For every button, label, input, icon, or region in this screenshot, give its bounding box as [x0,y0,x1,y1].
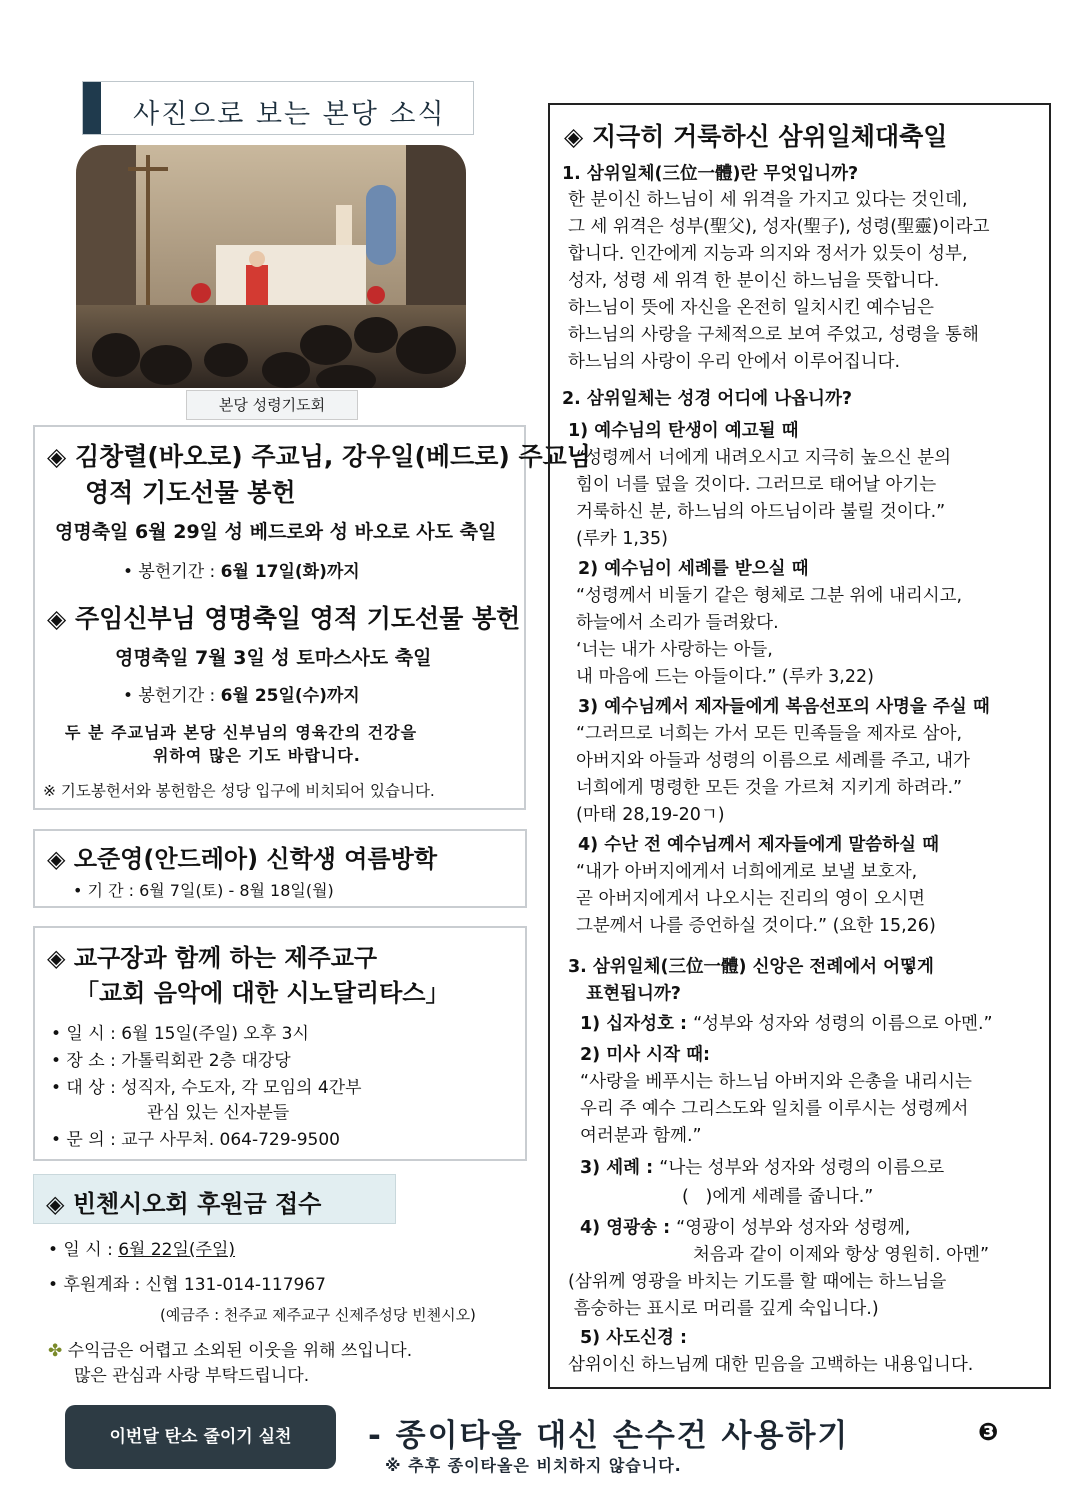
vincent-notice-line1 [48,1336,412,1361]
synod-box [33,926,527,1161]
prayer-heading-1-line1: 김창렬(바오로) 주교님, 강우일(베드로) 주교님 [74,442,591,471]
synod-heading-line2: 「교회 음악에 대한 시노달리타스」 [75,979,450,1007]
liturgy-4-note1: (삼위께 영광을 바치는 기도를 할 때에는 하느님을 [568,1272,947,1292]
church-photo-illustration [76,145,466,388]
offering-period-2-label: • 봉헌기간 : [123,686,221,706]
trinity-q1: 1. 삼위일체(三位一體)란 무엇입니까? [562,164,859,184]
liturgy-2-text [580,1069,972,1150]
l2-line: 우리 주 예수 그리스도와 일치를 이루시는 성령께서 [580,1099,969,1119]
prayer-heading-2: ◈ 주임신부님 영명축일 영적 기도선물 봉헌 [47,604,521,633]
vincent-notice-line1-text: 수익금은 어렵고 소외된 이웃을 위해 쓰입니다. [67,1341,413,1361]
s3-line: 아버지와 아들과 성령의 이름으로 세례를 주고, 내가 [576,751,970,771]
liturgy-2-head: 2) 미사 시작 때: [580,1045,710,1065]
s1-line: “성령께서 너에게 내려오시고 지극히 높으신 분의 [576,448,951,468]
vincent-date [48,1235,235,1260]
trinity-q2: 2. 삼위일체는 성경 어디에 나옵니까? [562,389,853,409]
a1-line: 한 분이신 하느님이 세 위격을 가지고 있다는 것인데, [568,190,968,210]
a1-line: 성자, 성령 세 위격 한 분이신 하느님을 뜻합니다. [568,271,940,291]
photo-section-title: 사진으로 보는 본당 소식 [133,99,446,130]
offering-period-1-label: • 봉헌기간 : [123,562,221,582]
s2-line: “성령께서 비둘기 같은 형체로 그분 위에 내리시고, [576,586,963,606]
clover-icon: ✤ [48,1341,63,1361]
s4-line: 그분께서 나를 증언하실 것이다.” (요한 15,26) [576,916,936,936]
altar [216,245,366,305]
trinity-q3-line2: 표현됩니까? [568,984,681,1004]
vincent-heading: ◈ 빈첸시오회 후원금 접수 [46,1190,322,1218]
a1-line: 하느님이 뜻에 자신을 온전히 일치시킨 예수님은 [568,298,934,318]
prayer-heading-1: ◈ 김창렬(바오로) 주교님, 강우일(베드로) 주교님 [47,442,591,471]
a1-line: 하느님의 사랑을 구체적으로 보여 주었고, 성령을 통해 [568,325,979,345]
vincent-heading-box [33,1174,396,1224]
s4-line: “내가 아버지에게서 너희에게로 보낼 보호자, [576,862,918,882]
offering-period-2-value: 6월 25일(수)까지 [220,686,360,706]
vincent-account: • 후원계좌 : 신협 131-014-117967 [48,1275,326,1295]
vincent-date-label: • 일 시 : [48,1240,119,1260]
s3-line: “그러므로 너희는 가서 모든 민족들을 제자로 삼아, [576,724,963,744]
photo-section-header [82,81,474,135]
seminarian-heading-text: 오준영(안드레아) 신학생 여름방학 [73,845,438,873]
stained-window [366,185,396,265]
header-accent-bar [83,82,101,134]
l2-line: “사랑을 베푸시는 하느님 아버지와 은총을 내리시는 [580,1072,972,1092]
scripture-4-head: 4) 수난 전 예수님께서 제자들에게 말씀하실 때 [578,835,940,855]
scripture-4-text [576,859,936,940]
liturgy-4 [580,1215,910,1242]
photo-caption: 본당 성령기도회 [186,390,358,420]
a1-line: 하느님의 사랑이 우리 안에서 이루어집니다. [568,352,901,372]
liturgy-3 [580,1155,944,1182]
synod-contact: • 문 의 : 교구 사무처. 064-729-9500 [51,1130,340,1150]
synod-date: • 일 시 : 6월 15일(주일) 오후 3시 [51,1024,309,1044]
footer-slogan: - 종이타올 대신 손수건 사용하기 [368,1418,850,1454]
trinity-q3-line1: 3. 삼위일체(三位一體) 신앙은 전례에서 어떻게 [568,957,934,977]
s3-line: 너희에게 명령한 모든 것을 가르쳐 지키게 하려라.” [576,778,963,798]
liturgy-5-head: 5) 사도신경 : [580,1328,687,1348]
scripture-3-head: 3) 예수님께서 제자들에게 복음선포의 사명을 주실 때 [578,697,990,717]
scripture-1-text [576,445,951,553]
scripture-2-text [576,583,962,691]
synod-place: • 장 소 : 가톨릭회관 2층 대강당 [51,1051,291,1071]
vincent-notice-line2: 많은 관심과 사랑 부탁드립니다. [74,1366,310,1386]
trinity-title: ◈ 지극히 거룩하신 삼위일체대축일 [564,122,948,151]
s2-line: 하늘에서 소리가 들려왔다. [576,613,779,633]
scripture-2-head: 2) 예수님이 세례를 받으실 때 [578,559,809,579]
s4-line: 곧 아버지에게서 나오시는 진리의 영이 오시면 [576,889,926,909]
liturgy-5-text: 삼위이신 하느님께 대한 믿음을 고백하는 내용입니다. [568,1355,974,1375]
liturgy-1 [580,1011,993,1038]
feast-1: 영명축일 6월 29일 성 베드로와 성 바오로 사도 축일 [55,521,497,543]
prayer-note: ※ 기도봉헌서와 봉헌함은 성당 입구에 비치되어 있습니다. [43,782,435,800]
s3-line: (마태 28,19-20ㄱ) [576,805,725,825]
trinity-article [548,103,1051,1389]
s2-line: ‘너는 내가 사랑하는 아들, [576,640,773,660]
offering-period-1 [123,557,360,582]
a1-line: 합니다. 인간에게 지능과 의지와 정서가 있듯이 성부, [568,244,968,264]
liturgy-1-head: 1) 십자성호 : [580,1014,694,1034]
liturgy-4-text1: “영광이 성부와 성자와 성령께, [676,1218,911,1238]
l2-line: 여러분과 함께.” [580,1126,702,1146]
vincent-date-value: 6월 22일(주일) [118,1240,236,1260]
s2-line: 내 마음에 드는 아들이다.” (루카 3,22) [576,667,874,687]
vincent-heading-text: 빈첸시오회 후원금 접수 [72,1190,322,1218]
offering-period-2 [123,681,360,706]
synod-heading-line1-text: 교구장과 함께 하는 제주교구 [73,944,378,972]
carbon-reduction-badge: 이번달 탄소 줄이기 실천 [65,1405,336,1469]
scripture-1-head: 1) 예수님의 탄생이 예고될 때 [568,421,799,441]
liturgy-4-head: 4) 영광송 : [580,1218,677,1238]
liturgy-3-text2: ( )에게 세례를 줍니다.” [682,1187,874,1207]
feast-2: 영명축일 7월 3일 성 토마스사도 축일 [115,647,432,669]
footer-sub-note: ※ 추후 종이타올은 비치하지 않습니다. [385,1456,682,1475]
prayer-heading-2-text: 주임신부님 영명축일 영적 기도선물 봉헌 [74,604,521,633]
page-number: ❸ [978,1418,999,1446]
liturgy-1-text: “성부와 성자와 성령의 이름으로 아멘.” [693,1014,993,1034]
s1-line: 힘이 너를 덮을 것이다. 그러므로 태어날 아기는 [576,475,937,495]
prayer-heading-1-line2: 영적 기도선물 봉헌 [85,478,296,507]
prayer-request-line1: 두 분 주교님과 본당 신부님의 영육간의 건강을 [65,723,418,742]
trinity-a1 [568,187,990,376]
liturgy-4-text2: 처음과 같이 이제와 항상 영원히. 아멘” [693,1245,990,1265]
offering-period-1-value: 6월 17일(화)까지 [220,562,360,582]
synod-target-line2: 관심 있는 신자분들 [147,1103,290,1123]
synod-target: • 대 상 : 성직자, 수도자, 각 모임의 4간부 [51,1078,362,1098]
seminarian-heading: ◈ 오준영(안드레아) 신학생 여름방학 [47,845,438,873]
seminarian-box [33,829,527,908]
vincent-holder: (예금주 : 천주교 제주교구 신제주성당 빈첸시오) [160,1306,476,1324]
prayer-offering-box [33,425,591,810]
liturgy-3-head: 3) 세례 : [580,1158,660,1178]
synod-heading-line1: ◈ 교구장과 함께 하는 제주교구 [47,944,378,972]
s1-line: (루카 1,35) [576,529,668,549]
s1-line: 거룩하신 분, 하느님의 아드님이라 불릴 것이다.” [576,502,946,522]
trinity-title-text: 지극히 거룩하신 삼위일체대축일 [591,122,948,151]
liturgy-3-text1: “나는 성부와 성자와 성령의 이름으로 [659,1158,945,1178]
prayer-request-line2: 위하여 많은 기도 바랍니다. [153,746,361,765]
church-photo [76,145,466,388]
scripture-3-text [576,721,970,829]
liturgy-4-note2: 흠숭하는 표시로 머리를 깊게 숙입니다.) [568,1299,879,1319]
seminarian-period: • 기 간 : 6월 7일(토) - 8월 18일(월) [73,881,334,900]
a1-line: 그 세 위격은 성부(聖父), 성자(聖子), 성령(聖靈)이라고 [568,217,990,237]
